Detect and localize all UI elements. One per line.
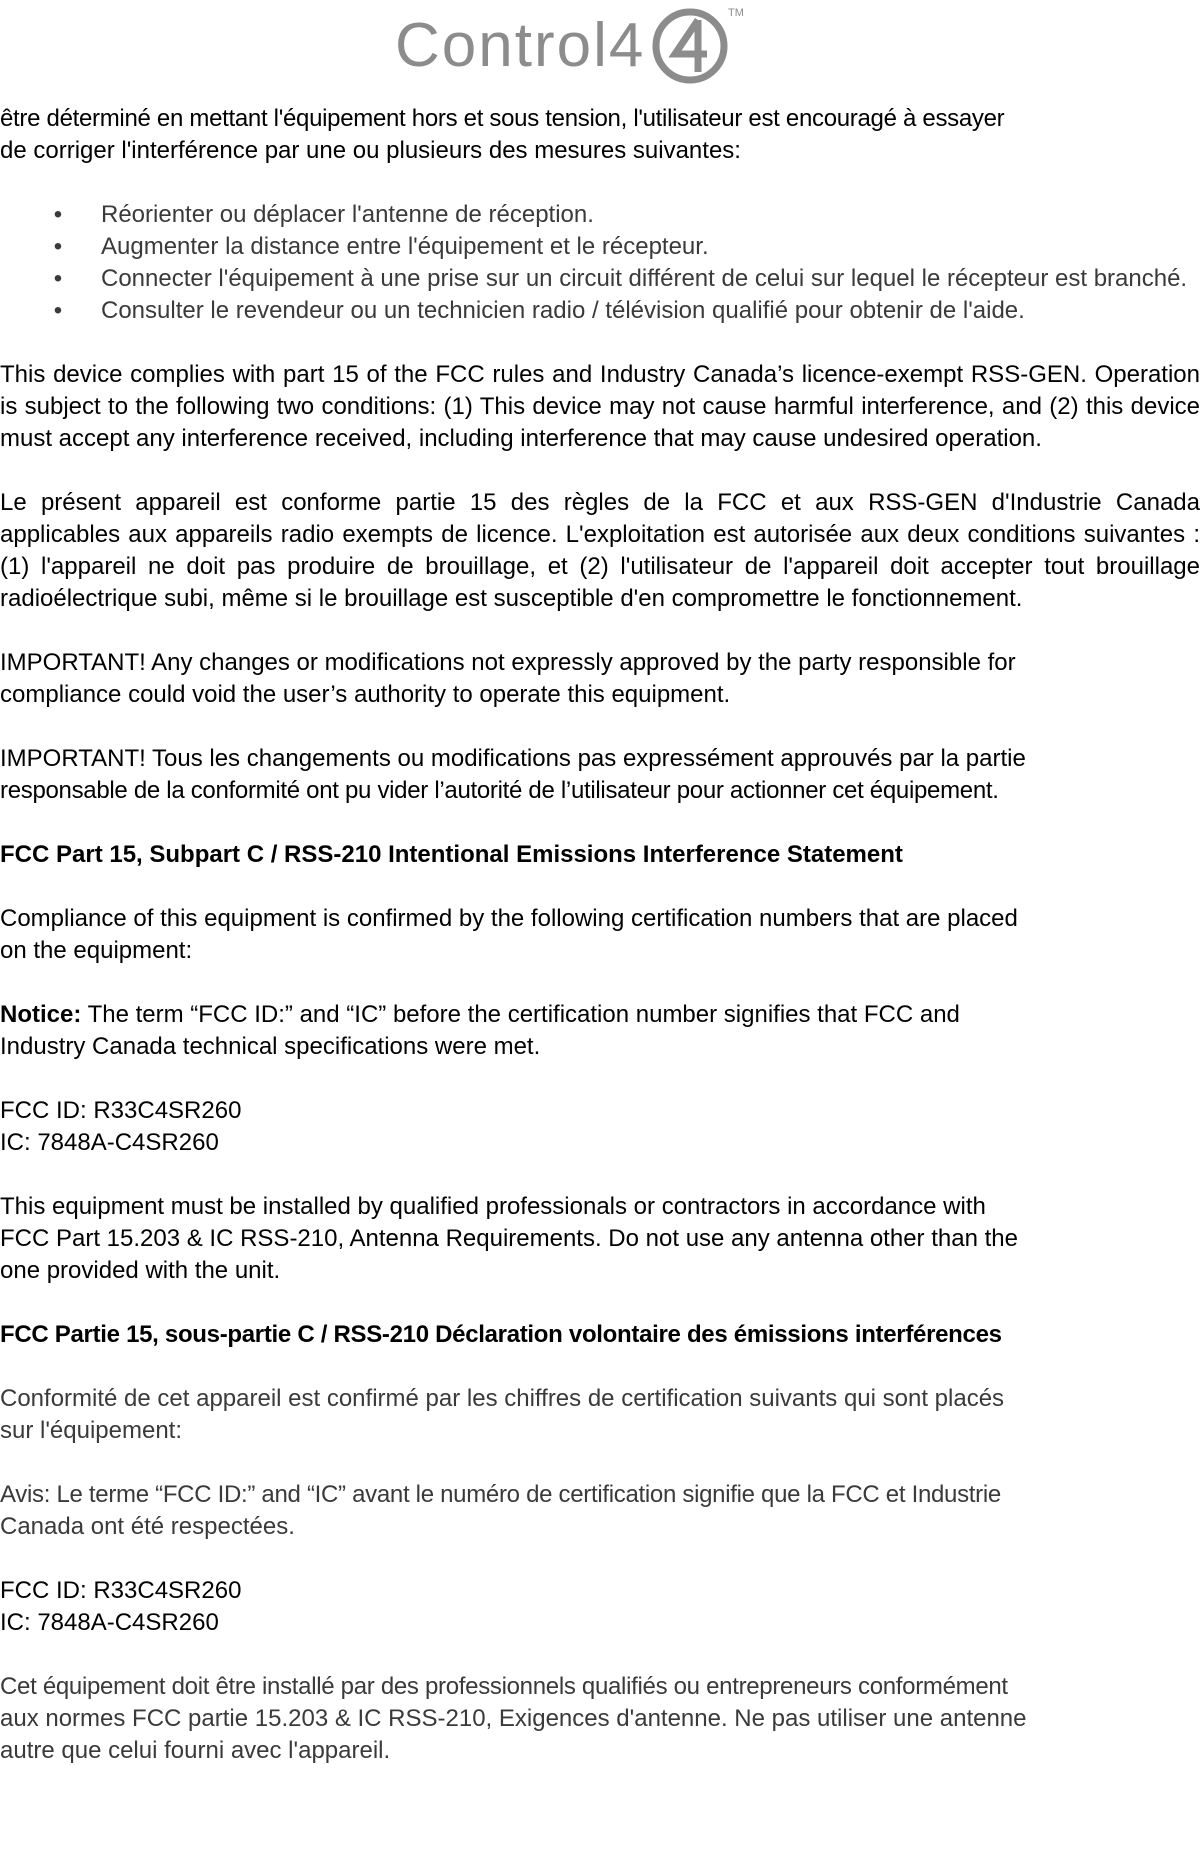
compliance-en-line-1: Compliance of this equipment is confirmed by the following certification numbers that are placed bbox=[0, 905, 1018, 932]
measures-list bbox=[0, 199, 1200, 327]
fcc-id-en: FCC ID: R33C4SR260 bbox=[0, 1097, 242, 1124]
section-heading-fr: FCC Partie 15, sous-partie C / RSS-210 Déclaration volontaire des émissions interférences bbox=[0, 1321, 1002, 1348]
important-en-line-1: IMPORTANT! Any changes or modifications not expressly approved by the party responsible for bbox=[0, 649, 1016, 676]
notice-line-1: Notice: The term “FCC ID:” and “IC” before the certification number signifies that FCC and bbox=[0, 1001, 960, 1028]
compliance-fr-line-2: sur l'équipement: bbox=[0, 1417, 183, 1444]
bullet-icon: • bbox=[53, 233, 63, 260]
ic-en: IC: 7848A-C4SR260 bbox=[0, 1129, 219, 1156]
install-en-line-3: one provided with the unit. bbox=[0, 1257, 281, 1284]
install-fr-line-3: autre que celui fourni avec l'appareil. bbox=[0, 1737, 391, 1764]
fcc-compliance-fr: Le présent appareil est conforme partie 15 des règles de la FCC et aux RSS-GEN d'Industrie Canada applicables aux appareils radio exempts de licence. L'exploitation est autorisée aux deux conditions suivantes : (1) l'appareil ne doit pas produire de brouillage, et (2) l'utilisateur de l'appareil doit accepter tout brouillage radioélectrique subi, même si le brouillage est susceptible d'en compromettre le fonctionnement. bbox=[0, 489, 1200, 612]
fcc-id-fr: FCC ID: R33C4SR260 bbox=[0, 1577, 242, 1604]
avis-line-2: Canada ont été respectées. bbox=[0, 1513, 295, 1540]
bullet-icon: • bbox=[53, 297, 63, 324]
notice-line-2: Industry Canada technical specifications were met. bbox=[0, 1033, 541, 1060]
list-item: • Consulter le revendeur ou un technicien radio / télévision qualifié pour obtenir de l'aide. bbox=[0, 295, 1200, 327]
bullet-icon: • bbox=[53, 265, 63, 292]
intro-line-2: de corriger l'interférence par une ou plusieurs des mesures suivantes: bbox=[0, 137, 741, 164]
section-heading-en: FCC Part 15, Subpart C / RSS-210 Intentional Emissions Interference Statement bbox=[0, 841, 903, 868]
important-fr-line-1: IMPORTANT! Tous les changements ou modifications pas expressément approuvés par la partie bbox=[0, 745, 1026, 772]
list-item: • Connecter l'équipement à une prise sur un circuit différent de celui sur lequel le récepteur est branché. bbox=[0, 263, 1200, 295]
ic-fr: IC: 7848A-C4SR260 bbox=[0, 1609, 219, 1636]
install-en-line-1: This equipment must be installed by qualified professionals or contractors in accordance with bbox=[0, 1193, 986, 1220]
important-fr-line-2: responsable de la conformité ont pu vider l’autorité de l’utilisateur pour actionner cet équipement. bbox=[0, 777, 999, 804]
install-en-line-2: FCC Part 15.203 & IC RSS-210, Antenna Requirements. Do not use any antenna other than the bbox=[0, 1225, 1018, 1252]
install-fr-line-2: aux normes FCC partie 15.203 & IC RSS-210, Exigences d'antenne. Ne pas utiliser une antenne bbox=[0, 1705, 1027, 1732]
control4-logo bbox=[395, 2, 815, 92]
logo-trademark: TM bbox=[728, 7, 744, 19]
list-item: • Augmenter la distance entre l'équipement et le récepteur. bbox=[0, 231, 1200, 263]
notice-label: Notice: bbox=[0, 1001, 82, 1028]
avis-line-1: Avis: Le terme “FCC ID:” and “IC” avant le numéro de certification signifie que la FCC et Industrie bbox=[0, 1481, 1001, 1508]
fcc-compliance-en: This device complies with part 15 of the FCC rules and Industry Canada’s licence-exempt RSS-GEN. Operation is subject to the following two conditions: (1) This device may not cause harmful interference, and (2) this device must accept any interference received, including interference that may cause undesired operation. bbox=[0, 361, 1200, 452]
important-en-line-2: compliance could void the user’s authority to operate this equipment. bbox=[0, 681, 731, 708]
logo-wordmark: Control4 bbox=[395, 11, 646, 80]
install-fr-line-1: Cet équipement doit être installé par des professionnels qualifiés ou entrepreneurs conformément bbox=[0, 1673, 1008, 1700]
compliance-fr-line-1: Conformité de cet appareil est confirmé par les chiffres de certification suivants qui sont placés bbox=[0, 1385, 1005, 1412]
intro-line-1: être déterminé en mettant l'équipement hors et sous tension, l'utilisateur est encouragé à essayer bbox=[0, 105, 1005, 132]
list-item: • Réorienter ou déplacer l'antenne de réception. bbox=[0, 199, 1200, 231]
compliance-en-line-2: on the equipment: bbox=[0, 937, 193, 964]
bullet-icon: • bbox=[53, 201, 63, 228]
document-body bbox=[0, 103, 1200, 1767]
